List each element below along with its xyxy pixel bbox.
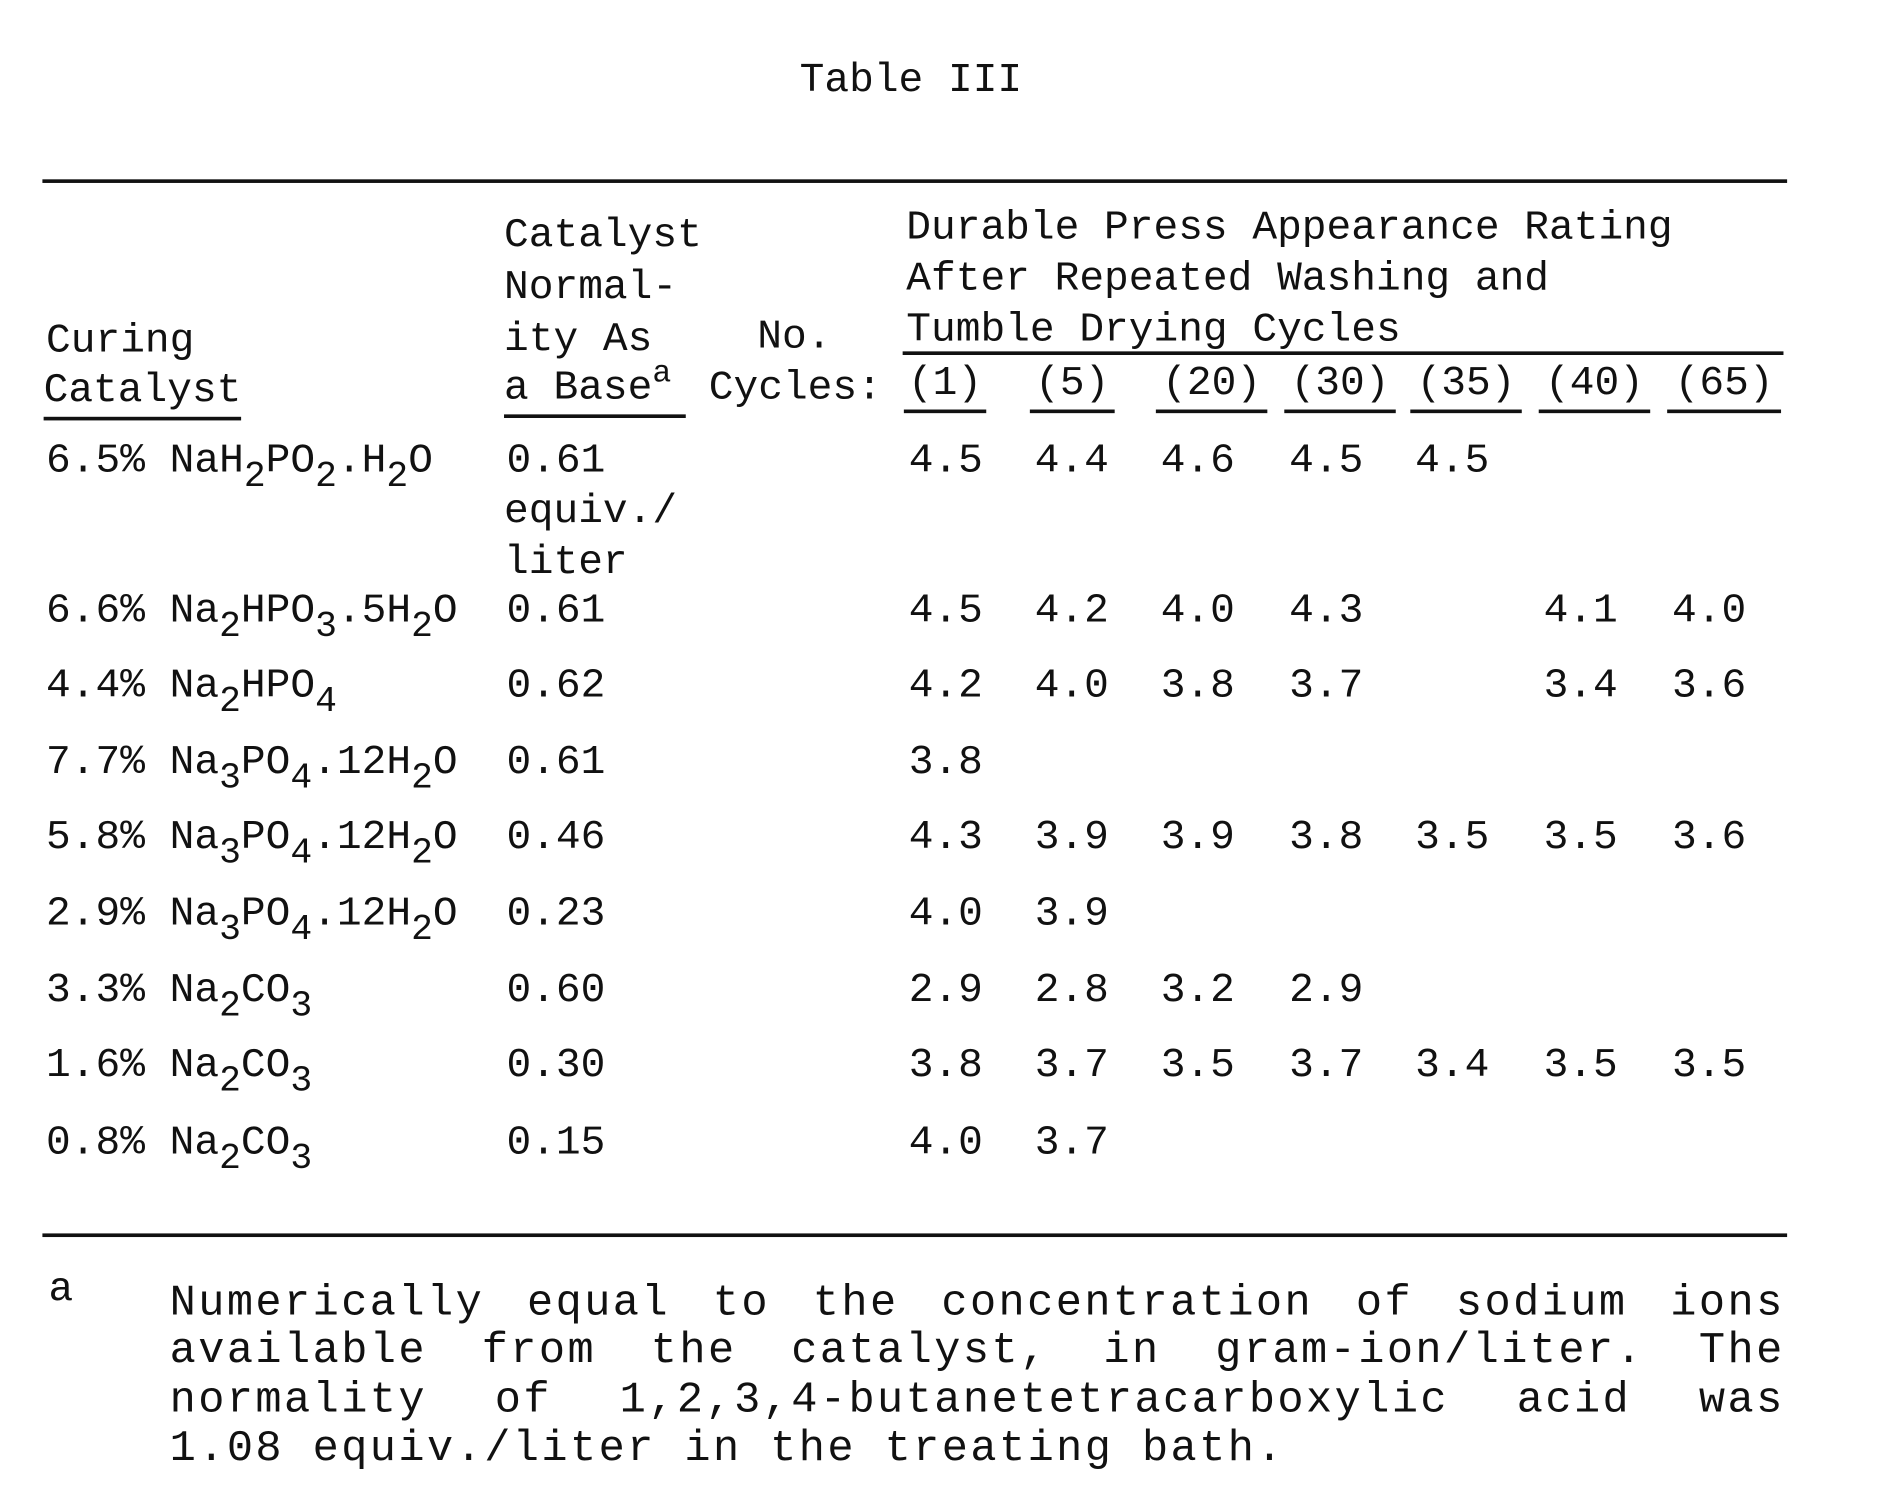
header-no: No.: [757, 317, 831, 358]
rating-cell: 3.9: [1035, 818, 1109, 859]
formula-part: 3.3% Na: [46, 968, 219, 1014]
rating-cell: 3.8: [1289, 818, 1363, 859]
formula-part: 2.9% Na: [46, 892, 219, 938]
rating-cell: 3.8: [909, 1046, 983, 1087]
rating-cell: 3.5: [1544, 818, 1618, 859]
formula-part: 2: [219, 682, 241, 723]
rating-cell: 3.5: [1161, 1046, 1235, 1087]
header-catalyst: Catalyst: [44, 371, 242, 421]
catalyst-cell: [46, 441, 433, 482]
rating-cell: 4.2: [1035, 591, 1109, 632]
rating-rule: [903, 351, 1784, 355]
rating-cell: 4.3: [909, 818, 983, 859]
formula-part: 4.4% Na: [46, 664, 219, 710]
rating-cell: 3.2: [1161, 970, 1235, 1011]
formula-part: O: [433, 892, 458, 938]
cycle-header: (40): [1539, 363, 1650, 413]
formula-part: 3: [290, 986, 312, 1027]
formula-part: O: [408, 439, 433, 485]
rating-cell: 3.4: [1415, 1046, 1489, 1087]
rating-cell: 4.0: [1161, 591, 1235, 632]
normality-unit: liter: [504, 543, 628, 584]
formula-part: .12H: [312, 740, 411, 786]
footnote-line: Numerically equal to the concentration of sodium ions: [170, 1282, 1785, 1326]
formula-part: 4: [290, 910, 312, 951]
rating-cell: 4.5: [909, 591, 983, 632]
normality-unit: equiv./: [504, 492, 677, 533]
rating-cell: 3.7: [1289, 1046, 1363, 1087]
formula-part: .H: [337, 439, 386, 485]
catalyst-cell: [46, 894, 458, 935]
header-normality-1: Catalyst: [504, 216, 702, 257]
formula-part: PO: [266, 439, 315, 485]
rating-cell: 3.8: [1161, 666, 1235, 707]
formula-part: HPO: [241, 589, 315, 635]
formula-part: PO: [241, 892, 290, 938]
formula-part: 5.8% Na: [46, 815, 219, 861]
footnote-mark: a: [48, 1270, 73, 1311]
rating-cell: 3.5: [1672, 1046, 1746, 1087]
formula-part: 2: [411, 758, 433, 799]
rating-cell: 4.2: [909, 666, 983, 707]
formula-part: 2: [219, 1139, 241, 1180]
cycle-header: (20): [1156, 363, 1267, 413]
normality-cell: 0.23: [506, 894, 605, 935]
rating-cell: 3.7: [1289, 666, 1363, 707]
rating-cell: 3.5: [1415, 818, 1489, 859]
rating-cell: 3.9: [1161, 818, 1235, 859]
catalyst-cell: [46, 970, 312, 1011]
normality-cell: 0.60: [506, 970, 605, 1011]
rating-cell: 4.5: [1289, 441, 1363, 482]
catalyst-cell: [46, 818, 458, 859]
formula-part: 6.6% Na: [46, 589, 219, 635]
cycle-header: (1): [904, 363, 986, 413]
cycle-header: (5): [1030, 363, 1115, 413]
top-rule: [42, 179, 1787, 183]
formula-part: .12H: [312, 892, 411, 938]
header-rating-1: Durable Press Appearance Rating: [906, 208, 1672, 249]
header-rating-3: Tumble Drying Cycles: [906, 310, 1400, 351]
formula-part: 1.6% Na: [46, 1043, 219, 1089]
rating-cell: 3.5: [1544, 1046, 1618, 1087]
formula-part: 3: [219, 758, 241, 799]
catalyst-cell: [46, 1046, 312, 1087]
cycle-header: (35): [1410, 363, 1521, 413]
normality-cell: 0.30: [506, 1046, 605, 1087]
rating-cell: 3.6: [1672, 666, 1746, 707]
bottom-rule: [42, 1233, 1787, 1237]
formula-part: 3: [219, 834, 241, 875]
rating-cell: 3.7: [1035, 1046, 1109, 1087]
rating-cell: 4.1: [1544, 591, 1618, 632]
formula-part: 4: [290, 834, 312, 875]
formula-part: 2: [219, 986, 241, 1027]
rating-cell: 2.9: [1289, 970, 1363, 1011]
formula-part: 2: [411, 910, 433, 951]
footnote-line: normality of 1,2,3,4-butanetetracarboxylic acid was: [170, 1379, 1785, 1423]
formula-part: CO: [241, 1043, 290, 1089]
normality-cell: 0.61: [506, 591, 605, 632]
formula-part: PO: [241, 740, 290, 786]
formula-part: 2: [411, 834, 433, 875]
header-normality-2: Normal-: [504, 268, 677, 309]
cycle-header: (65): [1667, 363, 1781, 413]
header-normality-base: a Base: [504, 366, 652, 412]
formula-part: 0.8% Na: [46, 1121, 219, 1167]
table-title: Table III: [800, 61, 1022, 102]
formula-part: 2: [219, 1061, 241, 1102]
formula-part: 2: [386, 457, 408, 498]
normality-cell: 0.61: [506, 441, 605, 482]
rating-cell: 3.6: [1672, 818, 1746, 859]
catalyst-cell: [46, 1123, 312, 1164]
rating-cell: 3.4: [1544, 666, 1618, 707]
footnote-line: 1.08 equiv./liter in the treating bath.: [170, 1427, 1785, 1471]
cycle-header: (30): [1284, 363, 1395, 413]
normality-cell: 0.46: [506, 818, 605, 859]
rating-cell: 4.0: [1035, 666, 1109, 707]
rating-cell: 4.0: [1672, 591, 1746, 632]
normality-cell: 0.62: [506, 666, 605, 707]
footnote-mark: a: [652, 355, 671, 391]
formula-part: 3: [290, 1061, 312, 1102]
rating-cell: 4.5: [1415, 441, 1489, 482]
header-rating-2: After Repeated Washing and: [906, 259, 1549, 300]
rating-cell: 2.9: [909, 970, 983, 1011]
rating-cell: 3.9: [1035, 894, 1109, 935]
formula-part: HPO: [241, 664, 315, 710]
formula-part: 3: [315, 607, 337, 648]
header-cycles: Cycles:: [709, 368, 882, 409]
header-normality-4: [504, 368, 686, 418]
formula-part: CO: [241, 1121, 290, 1167]
formula-part: PO: [241, 815, 290, 861]
formula-part: 3: [290, 1139, 312, 1180]
header-normality-3: ity As: [504, 320, 652, 361]
formula-part: 4: [315, 682, 337, 723]
formula-part: O: [433, 815, 458, 861]
rating-cell: 3.8: [909, 743, 983, 784]
header-curing: Curing: [46, 321, 194, 362]
rating-cell: 4.6: [1161, 441, 1235, 482]
normality-cell: 0.61: [506, 743, 605, 784]
formula-part: .5H: [337, 589, 411, 635]
formula-part: O: [433, 589, 458, 635]
formula-part: 7.7% Na: [46, 740, 219, 786]
formula-part: O: [433, 740, 458, 786]
formula-part: 2: [411, 607, 433, 648]
formula-part: 4: [290, 758, 312, 799]
rating-cell: 4.5: [909, 441, 983, 482]
footnote-line: available from the catalyst, in gram-ion/liter. The: [170, 1329, 1785, 1373]
formula-part: 3: [219, 910, 241, 951]
table-document: [0, 0, 1878, 1494]
rating-cell: 4.4: [1035, 441, 1109, 482]
catalyst-cell: [46, 591, 458, 632]
rating-cell: 4.0: [909, 894, 983, 935]
formula-part: 2: [219, 607, 241, 648]
catalyst-cell: [46, 743, 458, 784]
formula-part: 6.5% NaH: [46, 439, 244, 485]
rating-cell: 3.7: [1035, 1123, 1109, 1164]
catalyst-cell: [46, 666, 337, 707]
rating-cell: 2.8: [1035, 970, 1109, 1011]
formula-part: .12H: [312, 815, 411, 861]
formula-part: CO: [241, 968, 290, 1014]
rating-cell: 4.3: [1289, 591, 1363, 632]
normality-cell: 0.15: [506, 1123, 605, 1164]
rating-cell: 4.0: [909, 1123, 983, 1164]
formula-part: 2: [244, 457, 266, 498]
formula-part: 2: [315, 457, 337, 498]
